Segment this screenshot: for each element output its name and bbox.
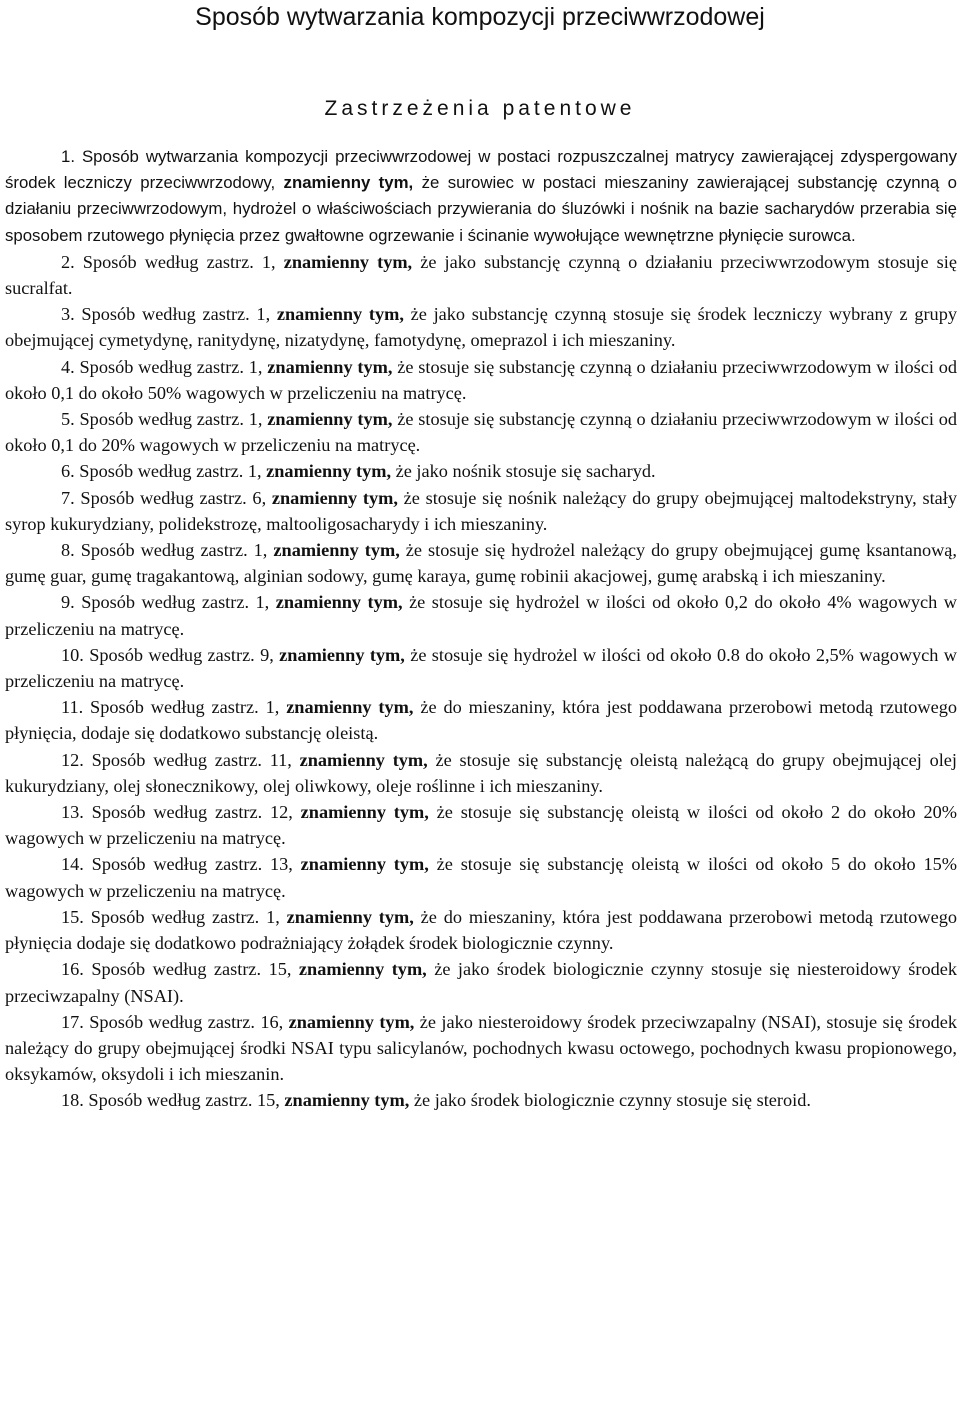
claim-emphasis: znamienny tym, xyxy=(283,173,414,193)
claim-text: 3. Sposób według zastrz. 1, xyxy=(61,304,277,325)
claim-emphasis: znamienny tym, xyxy=(298,959,427,980)
claim-text: 16. Sposób według zastrz. 15, xyxy=(61,959,299,980)
claim-text: 5. Sposób według zastrz. 1, xyxy=(61,409,268,430)
claim-1 xyxy=(5,144,957,249)
claim-emphasis: znamienny tym, xyxy=(267,409,393,430)
claim-text: 9. Sposób według zastrz. 1, xyxy=(61,592,276,613)
claim-emphasis: znamienny tym, xyxy=(275,592,403,613)
section-heading: Zastrzeżenia patentowe xyxy=(324,97,636,120)
claim-text: że stosuje się substancję oleistą w ilości od około 5 do około 15% wagowych w przeliczeniu na matrycę. xyxy=(5,854,957,901)
claim-4 xyxy=(5,354,957,406)
claim-emphasis: znamienny tym, xyxy=(276,304,404,325)
claim-emphasis: znamienny tym, xyxy=(286,906,414,927)
claim-10 xyxy=(5,642,957,694)
claim-3 xyxy=(5,301,957,353)
claim-text: że jako środek biologicznie czynny stosuje się steroid. xyxy=(409,1090,811,1111)
claim-emphasis: znamienny tym, xyxy=(266,461,392,482)
claim-emphasis: znamienny tym, xyxy=(284,1090,410,1111)
claim-15 xyxy=(5,904,957,956)
claim-text: że jako niesteroidowy środek przeciwzapalny (NSAI), stosuje się środek należący do grupy obejmującej środki NSAI typu salicylanów, pochodnych kwasu octowego, pochodnych kwasu propionowego, oksykamów, oksydoli i ich mieszanin. xyxy=(5,1011,957,1085)
claim-text: że stosuje się hydrożel w ilości od około 0,2 do około 4% wagowych w przeliczeniu na matrycę. xyxy=(5,592,957,639)
claim-text: że stosuje się substancję oleistą należącą do grupy obejmującej olej kukurydziany, olej słonecznikowy, olej oliwkowy, oleje roślinne i ich mieszaniny. xyxy=(5,749,957,796)
claim-18 xyxy=(5,1087,957,1113)
claim-text: że do mieszaniny, która jest poddawana przerobowi metodą rzutowego płynięcia, dodaje się dodatkowo substancję oleistą. xyxy=(5,697,957,744)
document-title: Sposób wytwarzania kompozycji przeciwwrzodowej xyxy=(195,3,765,31)
claim-8 xyxy=(5,537,957,589)
claim-emphasis: znamienny tym, xyxy=(288,1011,415,1032)
claim-emphasis: znamienny tym, xyxy=(267,356,393,377)
claim-7 xyxy=(5,485,957,537)
claim-text: 15. Sposób według zastrz. 1, xyxy=(61,906,287,927)
claims-list xyxy=(5,144,957,1114)
claim-12 xyxy=(5,747,957,799)
claim-text: że jako środek biologicznie czynny stosuje się niesteroidowy środek przeciwzapalny (NSAI). xyxy=(5,959,957,1006)
claim-text: że surowiec w postaci mieszaniny zawierającej substancję czynną o działaniu przeciwwrzodowym, hydrożel o właściwościach przywierania do śluzówki i nośnik na bazie sacharydów przerabia się sposobem rzutowego płynięcia przez gwałtowne ogrzewanie i ścinanie wywołujące wewnętrzne płynięcie surowca. xyxy=(5,173,957,245)
claim-13 xyxy=(5,799,957,851)
claim-9 xyxy=(5,589,957,641)
claim-text: 18. Sposób według zastrz. 15, xyxy=(61,1090,285,1111)
claim-text: że stosuje się substancję czynną o działaniu przeciwwrzodowym w ilości od około 0,1 do około 50% wagowych w przeliczeniu na matrycę. xyxy=(5,356,957,403)
claim-14 xyxy=(5,851,957,903)
claim-text: 8. Sposób według zastrz. 1, xyxy=(61,540,274,561)
claim-text: 4. Sposób według zastrz. 1, xyxy=(61,356,268,377)
claim-emphasis: znamienny tym, xyxy=(273,540,400,561)
claim-text: że jako substancję czynną o działaniu przeciwwrzodowym stosuje się sucralfat. xyxy=(5,251,957,299)
claim-text: 17. Sposób według zastrz. 16, xyxy=(61,1011,289,1032)
claim-6 xyxy=(5,458,957,484)
claim-emphasis: znamienny tym, xyxy=(279,644,405,665)
claim-text: że stosuje się substancję czynną o działaniu przeciwwrzodowym w ilości od około 0,1 do 20% wagowych w przeliczeniu na matrycę. xyxy=(5,409,957,456)
claim-16 xyxy=(5,956,957,1008)
claim-text: 14. Sposób według zastrz. 13, xyxy=(61,854,301,875)
claim-emphasis: znamienny tym, xyxy=(300,802,429,823)
claim-text: 12. Sposób według zastrz. 11, xyxy=(61,749,300,770)
claim-text: że jako substancję czynną stosuje się środek leczniczy wybrany z grupy obejmującej cymetydynę, ranitydynę, nizatydynę, famotydynę, omeprazol i ich mieszaniny. xyxy=(5,304,957,351)
claim-emphasis: znamienny tym, xyxy=(283,251,413,272)
claim-emphasis: znamienny tym, xyxy=(271,487,398,508)
claim-17 xyxy=(5,1009,957,1088)
claim-text: że jako nośnik stosuje się sacharyd. xyxy=(391,461,656,482)
claim-text: że stosuje się substancję oleistą w ilości od około 2 do około 20% wagowych w przeliczeniu na matrycę. xyxy=(5,802,957,849)
claim-2 xyxy=(5,249,957,301)
claim-text: że stosuje się nośnik należący do grupy obejmującej maltodekstryny, stały syrop kukurydziany, polidekstrozę, maltooligosacharydy i ich mieszaniny. xyxy=(5,487,957,534)
claim-text: 11. Sposób według zastrz. 1, xyxy=(61,697,287,718)
claim-text: 2. Sposób według zastrz. 1, xyxy=(61,251,284,272)
claim-text: 6. Sposób według zastrz. 1, xyxy=(61,461,267,482)
claim-text: 10. Sposób według zastrz. 9, xyxy=(61,644,280,665)
claim-text: że do mieszaniny, która jest poddawana przerobowi metodą rzutowego płynięcia dodaje się dodatkowo podrażniający żołądek środek biologicznie czynny. xyxy=(5,906,957,954)
claim-text: 1. Sposób wytwarzania kompozycji przeciwwrzodowej w postaci rozpuszczalnej matrycy zawierającej zdyspergowany środek leczniczy przeciwwrzodowy, xyxy=(5,147,957,193)
claim-text: 7. Sposób według zastrz. 6, xyxy=(61,487,272,508)
claim-11 xyxy=(5,694,957,746)
claim-emphasis: znamienny tym, xyxy=(299,749,428,770)
claim-text: 13. Sposób według zastrz. 12, xyxy=(61,802,301,823)
claim-emphasis: znamienny tym, xyxy=(300,854,429,875)
claim-5 xyxy=(5,406,957,458)
claim-emphasis: znamienny tym, xyxy=(286,697,414,718)
claim-text: że stosuje się hydrożel w ilości od około 0.8 do około 2,5% wagowych w przeliczeniu na matrycę. xyxy=(5,644,957,692)
claim-text: że stosuje się hydrożel należący do grupy obejmującej gumę ksantanową, gumę guar, gumę tragakantową, alginian sodowy, gumę karaya, gumę robinii akacjowej, gumę arabską i ich mieszaniny. xyxy=(5,540,957,587)
